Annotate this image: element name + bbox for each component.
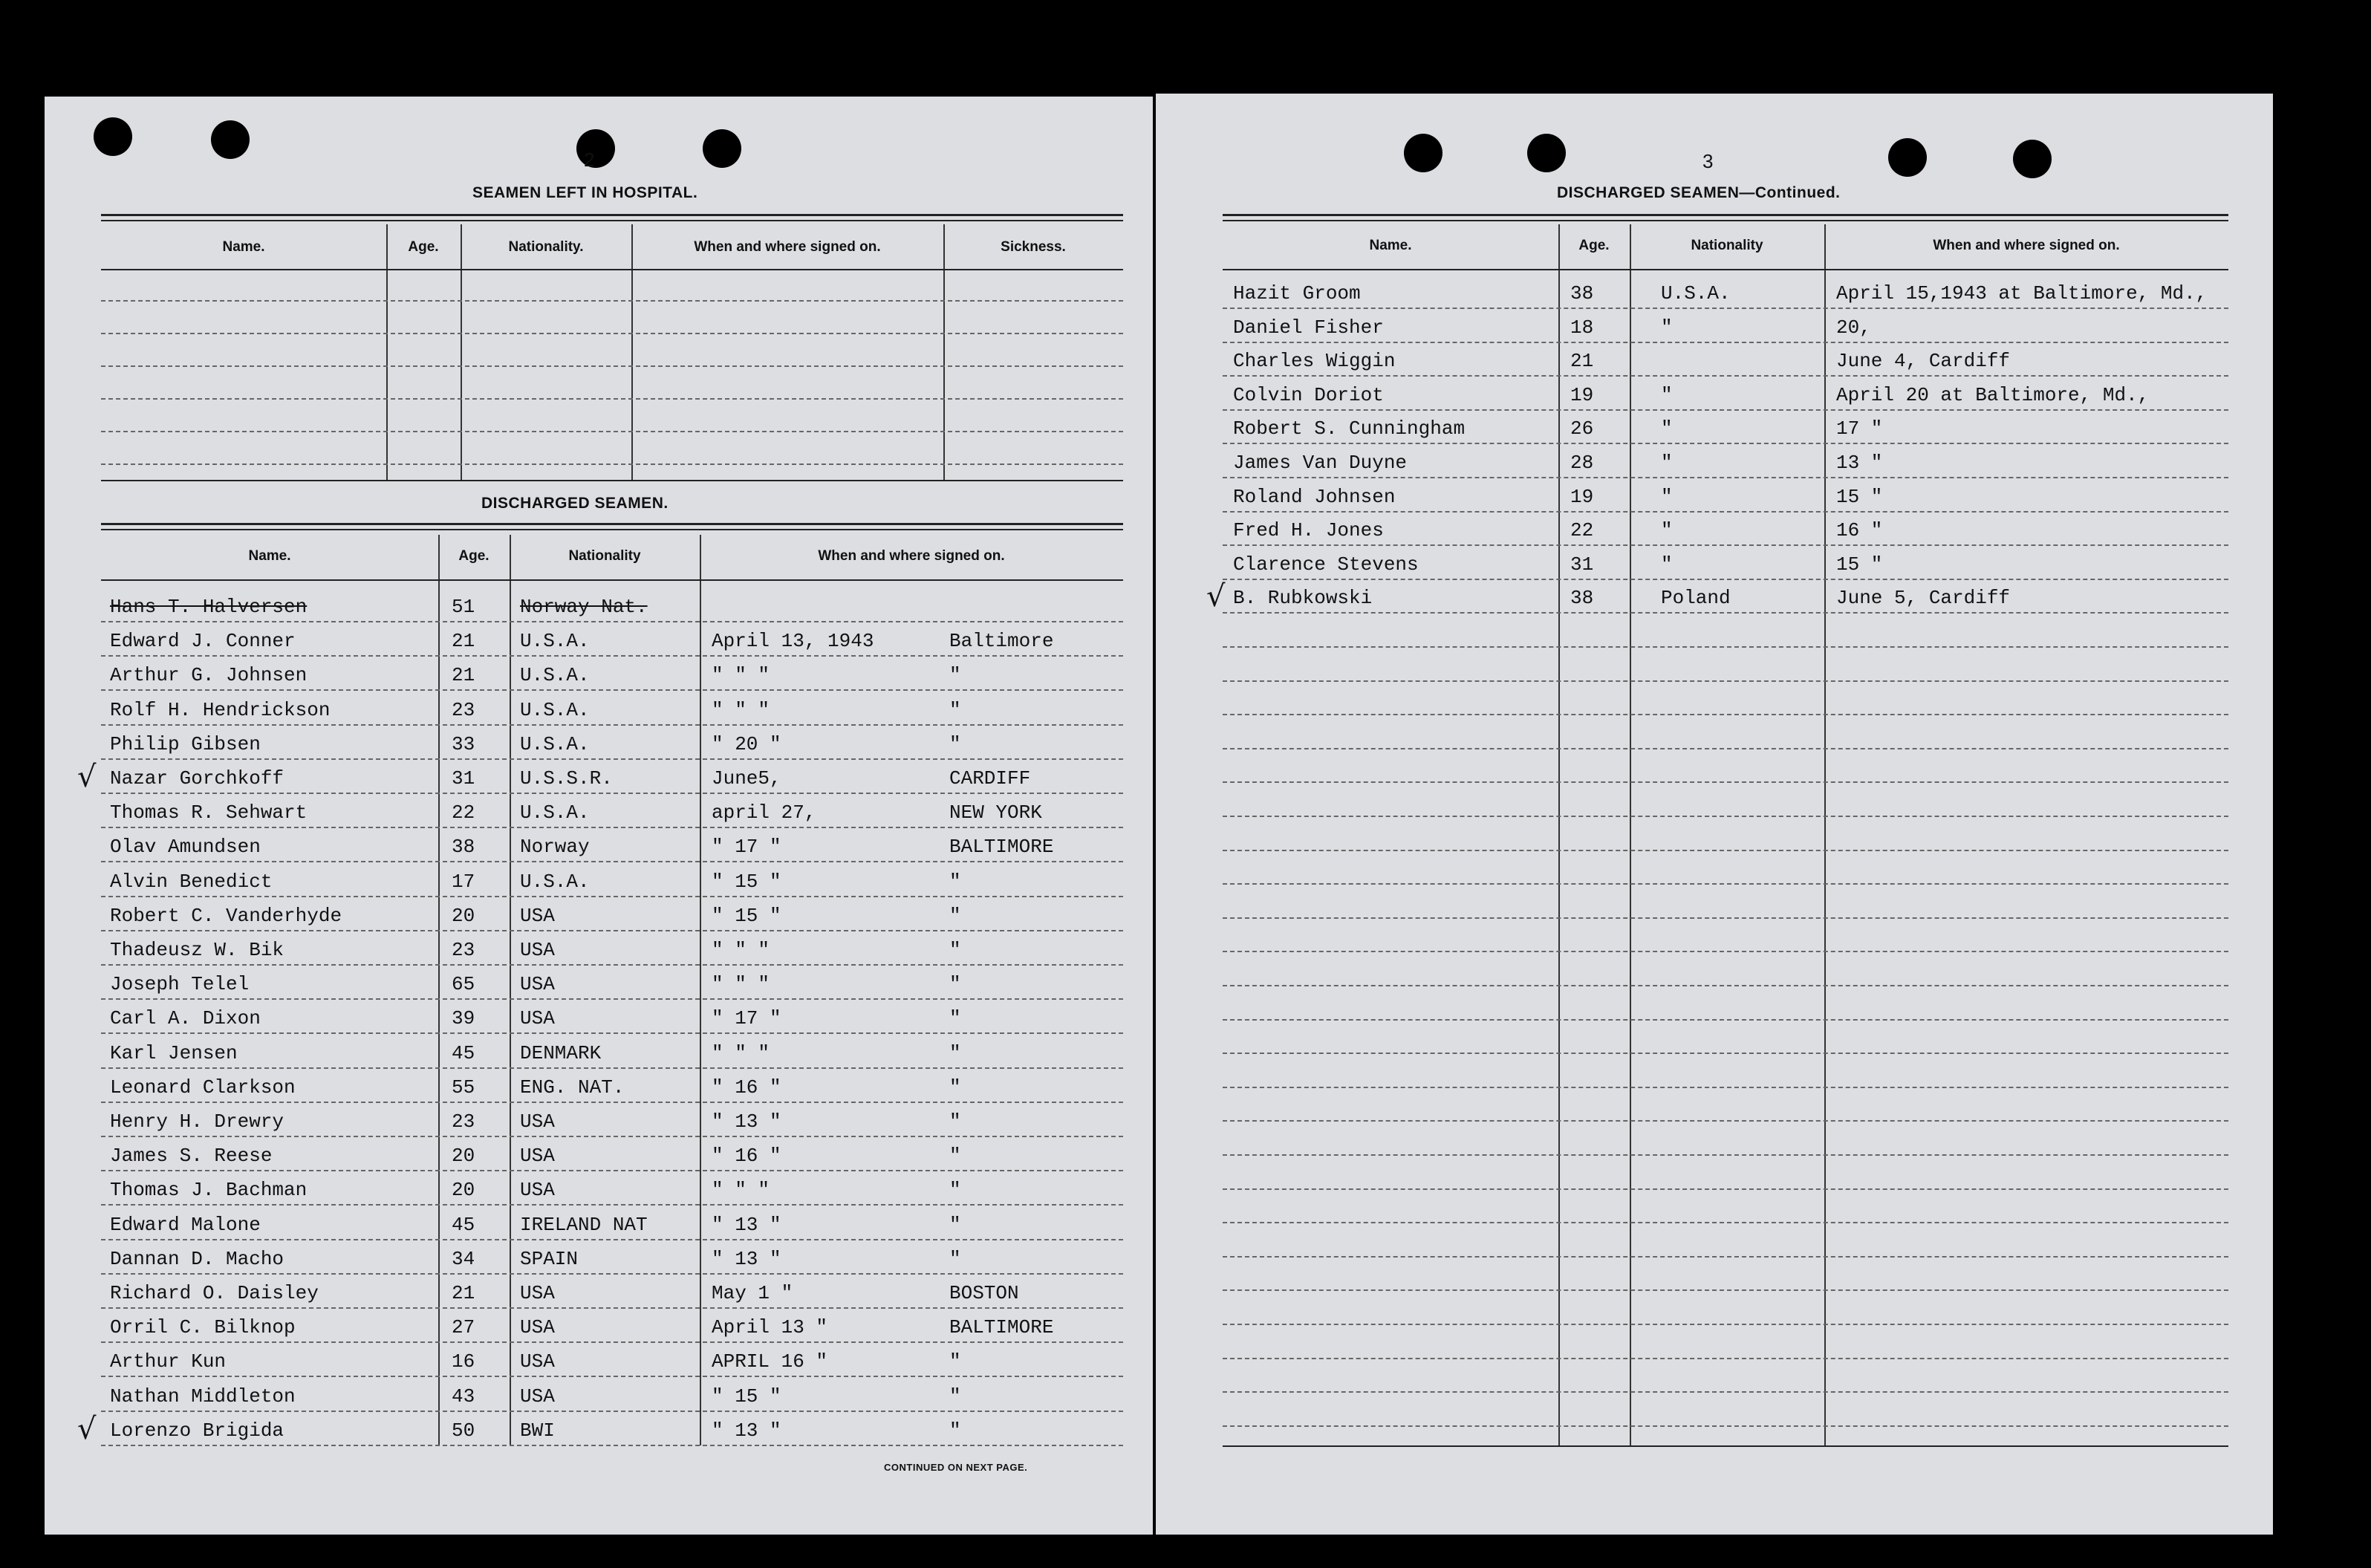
signed-on-date: " 13 " [712,1213,781,1236]
ruled-line [101,1032,1123,1034]
ruled-line [101,1273,1123,1275]
column-divider [1630,224,1631,1445]
ruled-line [1223,342,2228,343]
signed-on-details: 13 " [1836,452,1883,474]
seaman-name: Lorenzo Brigida [110,1419,284,1442]
column-divider [631,224,633,480]
ruled-line [101,758,1123,760]
signed-on-place: " [949,904,961,927]
signed-on-place: " [949,973,961,996]
signed-on-date: " 15 " [712,904,781,927]
ruled-line [101,896,1123,897]
signed-on-details: April 20 at Baltimore, Md., [1836,383,2150,406]
seaman-name: Thomas J. Bachman [110,1179,308,1202]
continued-note: CONTINUED ON NEXT PAGE. [884,1462,1028,1473]
ruled-line [1223,477,2228,478]
signed-on-place: CARDIFF [949,767,1031,790]
seaman-nationality: " [1661,553,1673,576]
divider [101,214,1123,216]
seaman-nationality: " [1661,485,1673,508]
ruled-line [101,1170,1123,1171]
signed-on-details: June 4, Cardiff [1836,350,2011,373]
punch-hole [1527,134,1566,172]
seaman-name: Hans T. Halversen [110,596,308,618]
signed-on-date: May 1 " [712,1282,793,1304]
seaman-nationality: U.S.A. [520,664,590,687]
ruled-line [101,1239,1123,1240]
ruled-line [101,998,1123,1000]
seaman-nationality: DENMARK [520,1041,602,1064]
ruled-line [101,1307,1123,1309]
ruled-line [1223,1087,2228,1088]
signed-on-date: " 15 " [712,1385,781,1408]
ruled-line [101,300,1123,302]
signed-on-place: " [949,732,961,755]
ruled-line [101,1136,1123,1137]
ruled-line [1223,951,2228,952]
seaman-age: 19 [1570,485,1594,508]
seaman-name: Olav Amundsen [110,836,261,859]
column-header: Age. [408,239,439,255]
signed-on-place: " [949,1350,961,1373]
seaman-nationality: USA [520,1385,555,1408]
signed-on-date: APRIL 16 " [712,1350,828,1373]
ruled-line [101,1204,1123,1206]
seaman-nationality: U.S.A. [520,732,590,755]
seaman-nationality: USA [520,1282,555,1304]
seaman-name: Philip Gibsen [110,732,261,755]
seaman-name: Orril C. Bilknop [110,1316,296,1339]
signed-on-details: 17 " [1836,417,1883,440]
seaman-nationality: U.S.A. [1661,282,1731,305]
seaman-name: Alvin Benedict [110,870,273,893]
ruled-line [1223,850,2228,851]
signed-on-date: " 17 " [712,836,781,859]
seaman-age: 22 [452,801,475,824]
seaman-name: Hazit Groom [1233,282,1361,305]
signed-on-details: 15 " [1836,553,1883,576]
ruled-line [1223,1358,2228,1359]
signed-on-place: BOSTON [949,1282,1019,1304]
ruled-line [1223,443,2228,444]
signed-on-date: " " " [712,1041,770,1064]
seaman-age: 38 [1570,282,1594,305]
signed-on-place: " [949,1385,961,1408]
signed-on-place: " [949,870,961,893]
page-number: 2 [584,149,595,171]
seaman-name: Carl A. Dixon [110,1007,261,1030]
left-page [45,97,1153,1535]
ruled-line [101,964,1123,966]
seaman-age: 20 [452,1179,475,1202]
ruled-line [1223,511,2228,513]
seaman-age: 17 [452,870,475,893]
signed-on-place: " [949,1076,961,1099]
column-divider [1558,224,1560,1445]
seaman-nationality: Norway [520,836,590,859]
seaman-age: 28 [1570,452,1594,474]
ruled-line [1223,1188,2228,1190]
column-divider [1824,224,1826,1445]
ruled-line [1223,1256,2228,1258]
seaman-name: Edward Malone [110,1213,261,1236]
punch-hole [703,129,741,168]
signed-on-place: BALTIMORE [949,1316,1054,1339]
seaman-name: Clarence Stevens [1233,553,1419,576]
seaman-nationality: IRELAND NAT [520,1213,648,1236]
seaman-age: 39 [452,1007,475,1030]
ruled-line [101,621,1123,622]
signed-on-date: " 13 " [712,1110,781,1133]
signed-on-details: 20, [1836,316,1871,339]
seaman-nationality: USA [520,973,555,996]
ruled-line [1223,612,2228,614]
ruled-line [101,689,1123,691]
seaman-age: 20 [452,904,475,927]
seaman-age: 22 [1570,519,1594,542]
seaman-nationality: U.S.A. [520,630,590,653]
column-header: When and where signed on. [818,548,1005,564]
seaman-nationality: USA [520,1350,555,1373]
seaman-nationality: USA [520,939,555,961]
punch-hole [1404,134,1443,172]
column-header: Name. [1369,238,1412,253]
seaman-nationality: USA [520,1110,555,1133]
discharged-continued-title: DISCHARGED SEAMEN—Continued. [1557,184,1841,201]
signed-on-place: " [949,1110,961,1133]
seaman-age: 38 [1570,587,1594,610]
seaman-name: Leonard Clarkson [110,1076,296,1099]
signed-on-date: " " " [712,973,770,996]
ruled-line [101,365,1123,367]
ruled-line [101,333,1123,334]
ruled-line [101,1067,1123,1069]
signed-on-date: June5, [712,767,781,790]
ruled-line [1223,917,2228,919]
check-mark: √ [77,760,97,794]
seaman-name: B. Rubkowski [1233,587,1373,610]
ruled-line [1223,816,2228,817]
seaman-nationality: U.S.A. [520,698,590,721]
signed-on-date: " 15 " [712,870,781,893]
ruled-line [101,1411,1123,1412]
seaman-name: Thadeusz W. Bik [110,939,284,961]
seaman-age: 33 [452,732,475,755]
discharged-section-title: DISCHARGED SEAMEN. [481,495,669,512]
signed-on-place: " [949,1179,961,1202]
column-divider [700,535,701,1445]
seaman-age: 45 [452,1213,475,1236]
signed-on-place: Baltimore [949,630,1054,653]
ruled-line [1223,985,2228,986]
seaman-age: 43 [452,1385,475,1408]
ruled-line [1223,714,2228,715]
ruled-line [101,1341,1123,1343]
seaman-nationality: Norway Nat. [520,596,648,618]
column-header: Age. [458,548,490,564]
seaman-age: 65 [452,973,475,996]
ruled-line [101,827,1123,828]
seaman-name: Richard O. Daisley [110,1282,319,1304]
seaman-nationality: USA [520,1145,555,1168]
signed-on-date: " 17 " [712,1007,781,1030]
header-underline [101,269,1123,270]
punch-hole [1888,138,1927,177]
punch-hole [2013,140,2052,178]
right-page [1156,94,2273,1535]
signed-on-details: April 15,1943 at Baltimore, Md., [1836,282,2208,305]
signed-on-place: " [949,664,961,687]
signed-on-date: April 13 " [712,1316,828,1339]
seaman-nationality: " [1661,316,1673,339]
divider [1223,220,2228,221]
ruled-line [101,861,1123,862]
seaman-name: Karl Jensen [110,1041,238,1064]
ruled-line [1223,1425,2228,1427]
seaman-name: Colvin Doriot [1233,383,1384,406]
ruled-line [1223,579,2228,580]
seaman-nationality: ENG. NAT. [520,1076,625,1099]
signed-on-date: " " " [712,664,770,687]
signed-on-date: april 27, [712,801,816,824]
seaman-name: Edward J. Conner [110,630,296,653]
ruled-line [101,724,1123,726]
signed-on-date: April 13, 1943 [712,630,874,653]
seaman-age: 21 [452,1282,475,1304]
signed-on-place: NEW YORK [949,801,1042,824]
divider [101,220,1123,221]
ruled-line [1223,646,2228,648]
seaman-name: Arthur Kun [110,1350,227,1373]
divider [1223,214,2228,216]
seaman-name: James S. Reese [110,1145,273,1168]
seaman-age: 19 [1570,383,1594,406]
seaman-nationality: BWI [520,1419,555,1442]
seaman-age: 21 [452,664,475,687]
ruled-line [101,431,1123,432]
seaman-name: Fred H. Jones [1233,519,1384,542]
header-underline [1223,269,2228,270]
ruled-line [1223,409,2228,411]
seaman-age: 34 [452,1247,475,1270]
ruled-line [1223,1289,2228,1291]
seaman-nationality: Poland [1661,587,1731,610]
signed-on-date: " 16 " [712,1076,781,1099]
punch-hole [94,117,132,156]
signed-on-date: " " " [712,939,770,961]
ruled-line [1223,1154,2228,1156]
seaman-nationality: USA [520,1007,555,1030]
seaman-nationality: " [1661,383,1673,406]
seaman-name: Rolf H. Hendrickson [110,698,331,721]
ruled-line [1223,1053,2228,1054]
seaman-age: 45 [452,1041,475,1064]
ruled-line [1223,781,2228,783]
divider [101,523,1123,525]
seaman-age: 50 [452,1419,475,1442]
header-underline [101,579,1123,581]
seaman-nationality: " [1661,417,1673,440]
seaman-nationality: USA [520,1179,555,1202]
ruled-line [101,398,1123,400]
ruled-line [101,1445,1123,1446]
seaman-age: 23 [452,698,475,721]
seaman-age: 21 [452,630,475,653]
hospital-section-title: SEAMEN LEFT IN HOSPITAL. [472,184,698,201]
seaman-name: James Van Duyne [1233,452,1408,474]
seaman-name: Roland Johnsen [1233,485,1396,508]
ruled-line [1223,883,2228,885]
ruled-line [101,1102,1123,1103]
column-header: Sickness. [1001,239,1066,255]
ruled-line [1223,1324,2228,1325]
ruled-line [1223,375,2228,377]
column-header: Nationality. [508,239,584,255]
seaman-name: Arthur G. Johnsen [110,664,308,687]
column-divider [510,535,511,1445]
seaman-name: Nathan Middleton [110,1385,296,1408]
seaman-nationality: U.S.S.R. [520,767,613,790]
seaman-age: 38 [452,836,475,859]
signed-on-date: " 13 " [712,1247,781,1270]
seaman-nationality: SPAIN [520,1247,579,1270]
signed-on-date: " 16 " [712,1145,781,1168]
table-bottom [1223,1445,2228,1447]
page-number: 3 [1702,150,1714,172]
seaman-age: 21 [1570,350,1594,373]
signed-on-place: " [949,1041,961,1064]
ruled-line [101,930,1123,931]
ruled-line [1223,544,2228,546]
seaman-name: Robert S. Cunningham [1233,417,1466,440]
column-header: When and where signed on. [694,239,881,255]
seaman-age: 20 [452,1145,475,1168]
seaman-name: Charles Wiggin [1233,350,1396,373]
column-divider [438,535,440,1445]
ruled-line [101,793,1123,794]
table-bottom [101,480,1123,481]
seaman-nationality: U.S.A. [520,801,590,824]
ruled-line [101,655,1123,657]
signed-on-details: 15 " [1836,485,1883,508]
ruled-line [1223,308,2228,309]
seaman-nationality: U.S.A. [520,870,590,893]
column-header: Nationality [568,548,641,564]
punch-hole [211,120,250,159]
seaman-age: 16 [452,1350,475,1373]
ruled-line [101,463,1123,465]
seaman-age: 23 [452,1110,475,1133]
seaman-name: Henry H. Drewry [110,1110,284,1133]
signed-on-place: " [949,698,961,721]
ruled-line [1223,1391,2228,1393]
seaman-age: 23 [452,939,475,961]
signed-on-place: " [949,939,961,961]
ruled-line [1223,1120,2228,1122]
seaman-name: Nazar Gorchkoff [110,767,284,790]
seaman-name: Thomas R. Sehwart [110,801,308,824]
signed-on-date: " " " [712,698,770,721]
check-mark: √ [77,1411,97,1446]
seaman-nationality: " [1661,452,1673,474]
column-header: Name. [248,548,291,564]
seaman-nationality: " [1661,519,1673,542]
signed-on-details: 16 " [1836,519,1883,542]
check-mark: √ [1206,579,1226,614]
seaman-nationality: USA [520,904,555,927]
signed-on-place: " [949,1145,961,1168]
seaman-name: Robert C. Vanderhyde [110,904,342,927]
ruled-line [101,1376,1123,1377]
ruled-line [1223,1222,2228,1223]
signed-on-details: June 5, Cardiff [1836,587,2011,610]
column-header: Nationality [1691,238,1763,253]
seaman-age: 55 [452,1076,475,1099]
seaman-age: 26 [1570,417,1594,440]
signed-on-date: " 13 " [712,1419,781,1442]
signed-on-place: " [949,1213,961,1236]
signed-on-place: " [949,1419,961,1442]
seaman-name: Dannan D. Macho [110,1247,284,1270]
divider [101,529,1123,530]
column-divider [943,224,945,480]
ruled-line [1223,680,2228,682]
seaman-age: 31 [452,767,475,790]
seaman-age: 31 [1570,553,1594,576]
seaman-nationality: USA [520,1316,555,1339]
signed-on-date: " 20 " [712,732,781,755]
seaman-age: 18 [1570,316,1594,339]
signed-on-date: " " " [712,1179,770,1202]
seaman-name: Joseph Telel [110,973,250,996]
seaman-name: Daniel Fisher [1233,316,1384,339]
signed-on-place: " [949,1007,961,1030]
signed-on-place: BALTIMORE [949,836,1054,859]
column-divider [386,224,388,480]
column-header: Age. [1578,238,1610,253]
seaman-age: 51 [452,596,475,618]
column-header: Name. [222,239,265,255]
seaman-age: 27 [452,1316,475,1339]
punch-hole [576,129,615,168]
ruled-line [1223,748,2228,749]
column-divider [461,224,462,480]
ruled-line [1223,1019,2228,1021]
signed-on-place: " [949,1247,961,1270]
column-header: When and where signed on. [1933,238,2120,253]
